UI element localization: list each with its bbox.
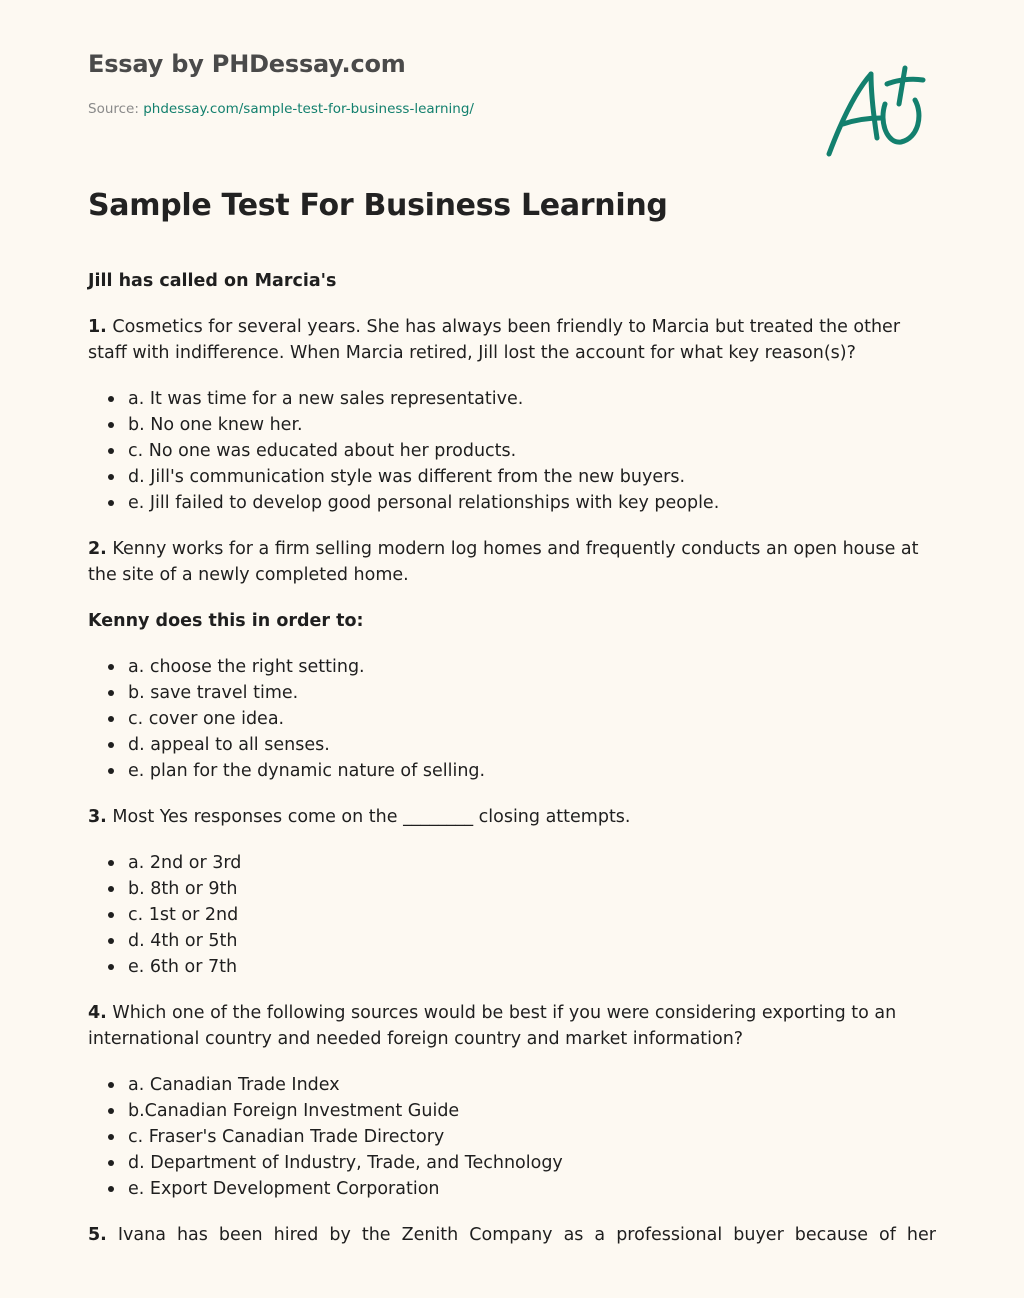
list-item: d. appeal to all senses. bbox=[128, 732, 936, 758]
question-number: 3. bbox=[88, 807, 107, 827]
list-item: b. save travel time. bbox=[128, 680, 936, 706]
list-item: c. 1st or 2nd bbox=[128, 902, 936, 928]
list-item: c. cover one idea. bbox=[128, 706, 936, 732]
question-text: Kenny works for a firm selling modern log homes and frequently conducts an open house at the site of a newly completed home. bbox=[88, 539, 919, 585]
list-item: e. Export Development Corporation bbox=[128, 1176, 936, 1202]
question-2-subheading: Kenny does this in order to: bbox=[88, 611, 364, 631]
question-number: 1. bbox=[88, 317, 107, 337]
list-item: a. choose the right setting. bbox=[128, 654, 936, 680]
site-title: Essay by PHDessay.com bbox=[88, 50, 406, 78]
list-item: a. Canadian Trade Index bbox=[128, 1072, 936, 1098]
question-5 bbox=[88, 1222, 936, 1248]
question-1-options bbox=[88, 386, 936, 516]
question-3 bbox=[88, 804, 936, 830]
list-item: a. It was time for a new sales representative. bbox=[128, 386, 936, 412]
list-item: c. No one was educated about her products. bbox=[128, 438, 936, 464]
list-item: b.Canadian Foreign Investment Guide bbox=[128, 1098, 936, 1124]
question-text: Cosmetics for several years. She has always been friendly to Marcia but treated the other staff with indifference. When Marcia retired, Jill lost the account for what key reason(s)? bbox=[88, 317, 901, 363]
source-label: Source: bbox=[88, 101, 139, 117]
page-title: Sample Test For Business Learning bbox=[88, 188, 668, 223]
source-line bbox=[88, 101, 474, 117]
question-number: 2. bbox=[88, 539, 107, 559]
question-4 bbox=[88, 1000, 936, 1052]
list-item: e. plan for the dynamic nature of selling. bbox=[128, 758, 936, 784]
source-link[interactable]: phdessay.com/sample-test-for-business-learning/ bbox=[143, 101, 474, 117]
question-text: Which one of the following sources would be best if you were considering exporting to an international country and needed foreign country and market information? bbox=[88, 1003, 897, 1049]
list-item: d. 4th or 5th bbox=[128, 928, 936, 954]
question-number: 5. bbox=[88, 1225, 107, 1245]
intro-line: Jill has called on Marcia's bbox=[88, 271, 337, 291]
question-text: Ivana has been hired by the Zenith Company as a professional buyer because of her bbox=[117, 1225, 936, 1245]
list-item: e. Jill failed to develop good personal relationships with key people. bbox=[128, 490, 936, 516]
list-item: b. 8th or 9th bbox=[128, 876, 936, 902]
list-item: b. No one knew her. bbox=[128, 412, 936, 438]
list-item: d. Department of Industry, Trade, and Technology bbox=[128, 1150, 936, 1176]
question-4-options bbox=[88, 1072, 936, 1202]
question-2-options bbox=[88, 654, 936, 784]
a-plus-logo-icon bbox=[823, 62, 933, 162]
question-3-options bbox=[88, 850, 936, 980]
essay-body bbox=[88, 268, 936, 1268]
question-2 bbox=[88, 536, 936, 588]
list-item: a. 2nd or 3rd bbox=[128, 850, 936, 876]
question-number: 4. bbox=[88, 1003, 107, 1023]
list-item: d. Jill's communication style was different from the new buyers. bbox=[128, 464, 936, 490]
question-1 bbox=[88, 314, 936, 366]
list-item: e. 6th or 7th bbox=[128, 954, 936, 980]
list-item: c. Fraser's Canadian Trade Directory bbox=[128, 1124, 936, 1150]
question-text: Most Yes responses come on the ________ closing attempts. bbox=[112, 807, 631, 827]
